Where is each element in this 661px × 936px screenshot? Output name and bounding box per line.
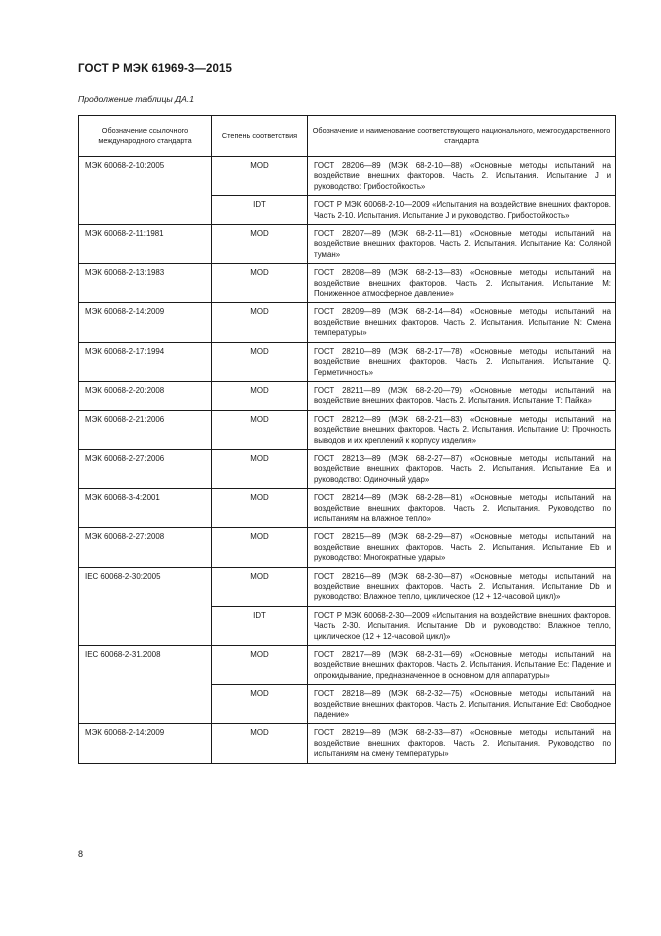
reference-standard-cell: МЭК 60068-2-13:1983 bbox=[79, 264, 212, 303]
national-standard-cell: ГОСТ 28212—89 (МЭК 68-2-21—83) «Основные методы испытаний на воздействие внешних факторов. Часть 2. Испытания. Испытание U: Прочность выводов и их креплений к корпусу изделия» bbox=[308, 410, 616, 449]
conformity-degree-cell: MOD bbox=[212, 410, 308, 449]
table-row bbox=[79, 381, 616, 410]
table-row bbox=[79, 724, 616, 763]
conformity-degree-cell: MOD bbox=[212, 381, 308, 410]
conformity-degree-cell: MOD bbox=[212, 646, 308, 685]
national-standard-cell: ГОСТ 28214—89 (МЭК 68-2-28—81) «Основные методы испытаний на воздействие внешних факторов. Часть 2. Испытания. Руководство по испытаниям на влажное тепло» bbox=[308, 489, 616, 528]
national-standard-cell: ГОСТ 28218—89 (МЭК 68-2-32—75) «Основные методы испытаний на воздействие внешних факторов. Часть 2. Испытания. Испытание Ed: Свободное падение» bbox=[308, 685, 616, 724]
reference-standard-cell: IEC 60068-2-30:2005 bbox=[79, 567, 212, 645]
conformity-degree-cell: MOD bbox=[212, 724, 308, 763]
reference-standard-cell: МЭК 60068-2-10:2005 bbox=[79, 157, 212, 225]
conformity-degree-cell: MOD bbox=[212, 303, 308, 342]
page-number: 8 bbox=[78, 849, 84, 859]
reference-standard-cell: МЭК 60068-2-14:2009 bbox=[79, 303, 212, 342]
conformity-degree-cell: MOD bbox=[212, 157, 308, 196]
table-row bbox=[79, 567, 616, 606]
conformity-degree-cell: MOD bbox=[212, 449, 308, 488]
reference-standard-cell: IEC 60068-2-31.2008 bbox=[79, 646, 212, 724]
national-standard-cell: ГОСТ 28216—89 (МЭК 68-2-30—87) «Основные методы испытаний на воздействие внешних факторов. Часть 2. Испытания. Испытание Db и руководство: Влажное тепло, циклическое (12 + 12-часовой цикл)» bbox=[308, 567, 616, 606]
conformity-degree-cell: IDT bbox=[212, 196, 308, 225]
column-header-reference: Обозначение ссылочного международного стандарта bbox=[79, 116, 212, 157]
table-body bbox=[79, 157, 616, 764]
national-standard-cell: ГОСТ Р МЭК 60068-2-30—2009 «Испытания на воздействие внешних факторов. Часть 2-30. Испытания. Испытание Db и руководство: Влажное тепло, циклическое (12 + 12-часовой цикл)» bbox=[308, 606, 616, 645]
conformity-degree-cell: IDT bbox=[212, 606, 308, 645]
national-standard-cell: ГОСТ 28208—89 (МЭК 68-2-13—83) «Основные методы испытаний на воздействие внешних факторов. Часть 2. Испытания. Испытание М: Пониженное атмосферное давление» bbox=[308, 264, 616, 303]
table-row bbox=[79, 225, 616, 264]
table-row bbox=[79, 342, 616, 381]
national-standard-cell: ГОСТ 28217—89 (МЭК 68-2-31—69) «Основные методы испытаний на воздействие внешних факторов. Часть 2. Испытания. Испытание Ес: Падение и опрокидывание, предназначенное в основном для аппаратуры» bbox=[308, 646, 616, 685]
national-standard-cell: ГОСТ 28206—89 (МЭК 68-2-10—88) «Основные методы испытаний на воздействие внешних факторов. Часть 2. Испытания. Испытание J и руководство: Грибостойкость» bbox=[308, 157, 616, 196]
table-row bbox=[79, 264, 616, 303]
conformity-degree-cell: MOD bbox=[212, 342, 308, 381]
table-row bbox=[79, 646, 616, 685]
reference-standard-cell: МЭК 60068-2-27:2008 bbox=[79, 528, 212, 567]
reference-standard-cell: МЭК 60068-2-27:2006 bbox=[79, 449, 212, 488]
reference-standard-cell: МЭК 60068-2-21:2006 bbox=[79, 410, 212, 449]
column-header-national-standard: Обозначение и наименование соответствующего национального, межгосударственного стандарта bbox=[308, 116, 616, 157]
national-standard-cell: ГОСТ 28215—89 (МЭК 68-2-29—87) «Основные методы испытаний на воздействие внешних факторов. Часть 2. Испытания. Испытание Eb и руководство: Многократные удары» bbox=[308, 528, 616, 567]
reference-standard-cell: МЭК 60068-3-4:2001 bbox=[79, 489, 212, 528]
table-caption: Продолжение таблицы ДА.1 bbox=[78, 94, 195, 104]
column-header-degree: Степень соответствия bbox=[212, 116, 308, 157]
table-row bbox=[79, 489, 616, 528]
reference-standard-cell: МЭК 60068-2-14:2009 bbox=[79, 724, 212, 763]
reference-standard-cell: МЭК 60068-2-17:1994 bbox=[79, 342, 212, 381]
table-row bbox=[79, 303, 616, 342]
national-standard-cell: ГОСТ 28209—89 (МЭК 68-2-14—84) «Основные методы испытаний на воздействие внешних факторов. Часть 2. Испытания. Испытание N: Смена температуры» bbox=[308, 303, 616, 342]
table-row bbox=[79, 449, 616, 488]
conformity-degree-cell: MOD bbox=[212, 225, 308, 264]
conformity-degree-cell: MOD bbox=[212, 489, 308, 528]
standards-table bbox=[78, 115, 616, 764]
conformity-degree-cell: MOD bbox=[212, 567, 308, 606]
national-standard-cell: ГОСТ 28213—89 (МЭК 68-2-27—87) «Основные методы испытаний на воздействие внешних факторов. Часть 2. Испытания. Испытание Еа и руководство: Одиночный удар» bbox=[308, 449, 616, 488]
reference-standard-cell: МЭК 60068-2-11:1981 bbox=[79, 225, 212, 264]
national-standard-cell: ГОСТ 28211—89 (МЭК 68-2-20—79) «Основные методы испытаний на воздействие внешних факторов. Часть 2. Испытания. Испытание Т: Пайка» bbox=[308, 381, 616, 410]
table-row bbox=[79, 410, 616, 449]
table-row bbox=[79, 157, 616, 196]
conformity-degree-cell: MOD bbox=[212, 264, 308, 303]
national-standard-cell: ГОСТ 28210—89 (МЭК 68-2-17—78) «Основные методы испытаний на воздействие внешних факторов. Часть 2. Испытания. Испытание Q. Герметичность» bbox=[308, 342, 616, 381]
reference-standard-cell: МЭК 60068-2-20:2008 bbox=[79, 381, 212, 410]
table-header-row bbox=[79, 116, 616, 157]
conformity-degree-cell: MOD bbox=[212, 528, 308, 567]
table-row bbox=[79, 528, 616, 567]
conformity-degree-cell: MOD bbox=[212, 685, 308, 724]
document-header: ГОСТ Р МЭК 61969-3—2015 bbox=[78, 63, 232, 75]
national-standard-cell: ГОСТ 28207—89 (МЭК 68-2-11—81) «Основные методы испытаний на воздействие внешних факторов. Часть 2. Испытания. Испытание Ка: Соляной туман» bbox=[308, 225, 616, 264]
national-standard-cell: ГОСТ Р МЭК 60068-2-10—2009 «Испытания на воздействие внешних факторов. Часть 2-10. Испытания. Испытание J и руководство. Грибостойкость» bbox=[308, 196, 616, 225]
national-standard-cell: ГОСТ 28219—89 (МЭК 68-2-33—87) «Основные методы испытаний на воздействие внешних факторов. Часть 2. Испытания. Руководство по испытаниям на смену температуры» bbox=[308, 724, 616, 763]
